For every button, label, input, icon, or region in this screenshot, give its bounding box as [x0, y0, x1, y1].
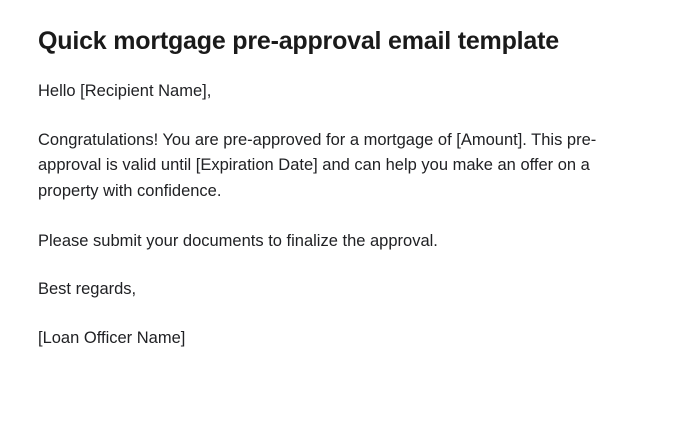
approval-details-paragraph: Congratulations! You are pre-approved for a mortgage of [Amount]. This pre-approval is valid until [Expiration Date] and can help you make an offer on a property with confidence.	[38, 130, 597, 200]
greeting-paragraph: Hello [Recipient Name],	[38, 82, 212, 101]
page-title: Quick mortgage pre-approval email template	[38, 27, 559, 55]
documents-request-paragraph: Please submit your documents to finalize the approval.	[38, 231, 438, 250]
sender-name-paragraph: [Loan Officer Name]	[38, 328, 186, 347]
signoff-paragraph: Best regards,	[38, 280, 137, 299]
